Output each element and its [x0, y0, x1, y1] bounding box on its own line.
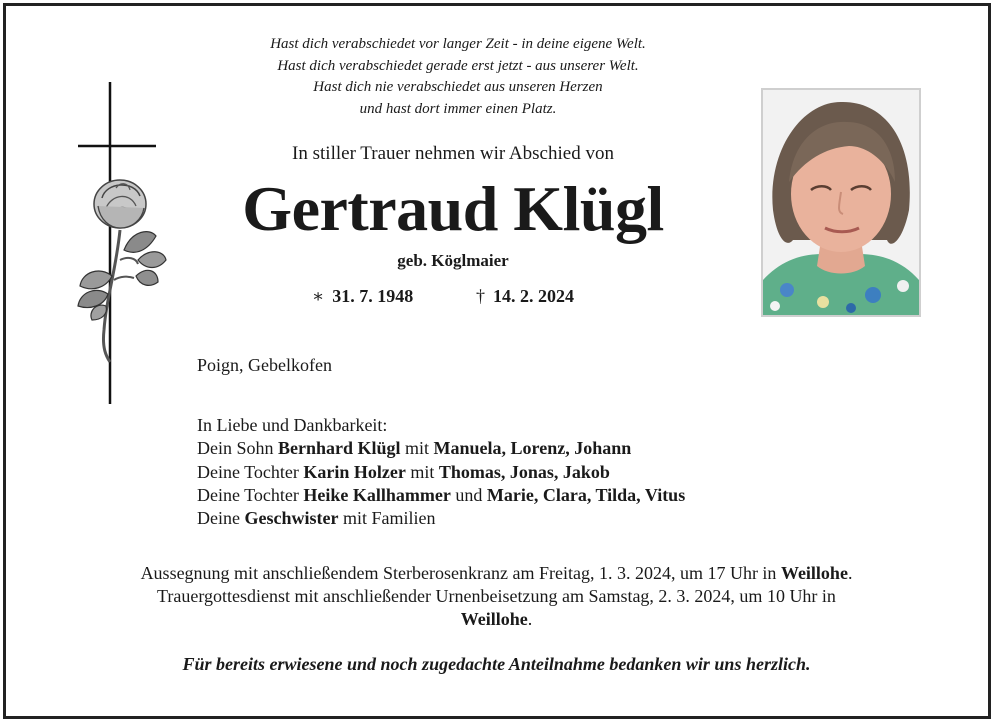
- relation-text: Dein Sohn: [197, 438, 278, 459]
- residence: Poign, Gebelkofen: [197, 355, 332, 375]
- mourner-names: Manuela, Lorenz, Johann: [433, 438, 632, 459]
- mourner-name: Bernhard Klügl: [278, 438, 401, 459]
- mourner-line: [197, 484, 685, 507]
- mourner-names: Marie, Clara, Tilda, Vitus: [486, 484, 686, 505]
- service-line: [40, 608, 953, 631]
- service-text: Aussegnung mit anschließendem Sterberosenkranz am Freitag, 1. 3. 2024, um 17 Uhr in: [140, 563, 781, 583]
- relation-text: Deine: [197, 508, 245, 529]
- died-cross-icon: †: [476, 286, 485, 306]
- service-location: Weillohe: [780, 563, 848, 583]
- service-text: .: [847, 563, 853, 583]
- connector-text: mit: [400, 438, 434, 459]
- birth-name: geb. Köglmaier: [397, 251, 509, 270]
- mourner-line: [197, 437, 685, 460]
- relation-text: Deine Tochter: [197, 461, 304, 482]
- poem-line: und hast dort immer einen Platz.: [359, 100, 557, 117]
- mourners-heading: In Liebe und Dankbarkeit:: [197, 415, 388, 435]
- poem-line: Hast dich nie verabschiedet aus unseren Herzen: [313, 79, 603, 95]
- portrait-image: [763, 90, 919, 315]
- mourner-line: [197, 507, 685, 530]
- mourners-list: [197, 414, 685, 530]
- connector-text: mit Familien: [338, 508, 436, 529]
- farewell-poem: [158, 34, 758, 120]
- death-date: [476, 284, 574, 308]
- service-text: .: [527, 609, 533, 629]
- portrait-photo: [761, 88, 921, 317]
- connector-text: mit: [405, 461, 439, 482]
- thanks-note: Für bereits erwiesene und noch zugedachte Anteilnahme bedanken wir uns herzlich.: [182, 654, 811, 674]
- mourner-name: Heike Kallhammer: [303, 484, 451, 505]
- service-info: [40, 562, 953, 631]
- mourner-names: Thomas, Jonas, Jakob: [438, 461, 610, 482]
- service-line: [40, 562, 953, 585]
- poem-line: Hast dich verabschiedet gerade erst jetzt - aus unserer Welt.: [277, 57, 639, 74]
- mourner-name: Geschwister: [244, 508, 339, 529]
- birth-date: [312, 284, 413, 308]
- service-location: Weillohe: [460, 609, 528, 629]
- mourner-name: Karin Holzer: [303, 461, 406, 482]
- connector-text: und: [450, 484, 487, 505]
- born-star-icon: ∗: [312, 286, 325, 306]
- birth-date-value: 31. 7. 1948: [332, 286, 414, 306]
- relation-text: Deine Tochter: [197, 484, 304, 505]
- mourner-line: [197, 461, 685, 484]
- poem-line: Hast dich verabschiedet vor langer Zeit - in deine eigene Welt.: [270, 36, 646, 52]
- service-line: Trauergottesdienst mit anschließender Urnenbeisetzung am Samstag, 2. 3. 2024, um 10 Uhr in: [157, 586, 836, 606]
- intro-text: In stiller Trauer nehmen wir Abschied von: [292, 143, 614, 164]
- death-date-value: 14. 2. 2024: [493, 286, 574, 306]
- deceased-name: Gertraud Klügl: [242, 173, 664, 244]
